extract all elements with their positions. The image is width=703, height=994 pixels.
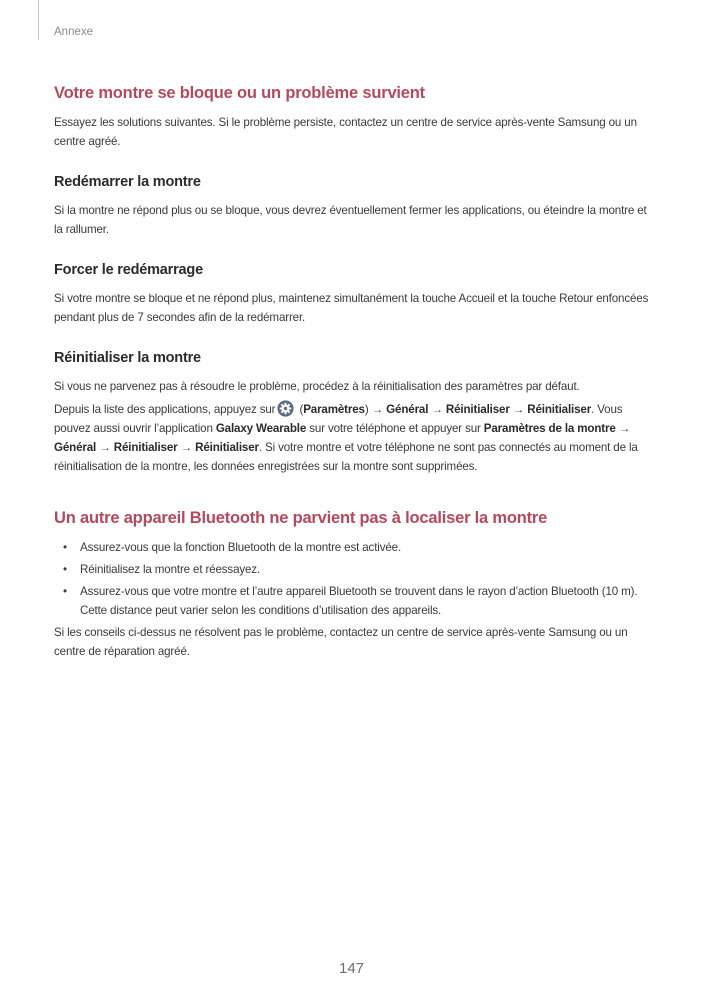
- reset-intro: Si vous ne parvenez pas à résoudre le problème, procédez à la réinitialisation des paramètres par défaut.: [54, 380, 580, 393]
- menu-path-reinitialiser-confirm-2: Réinitialiser: [195, 441, 259, 454]
- list-item: • Assurez-vous que votre montre et l’autre appareil Bluetooth se trouvent dans le rayon d’action Bluetooth (10 m). Cette distance peut varier selon les conditions d’utilisation des appareils.: [63, 585, 638, 617]
- menu-path-reinitialiser: Réinitialiser: [445, 403, 510, 416]
- gear-icon: [277, 400, 294, 417]
- margin-rule: [38, 0, 39, 40]
- subheading-reset: Réinitialiser la montre: [54, 350, 201, 366]
- force-restart-text: Si votre montre se bloque et ne répond plus, maintenez simultanément la touche Accueil et la touche Retour enfoncées pendant plus de 7 secondes afin de la redémarrer.: [54, 292, 649, 324]
- menu-path-general: Général: [386, 403, 429, 416]
- section-title-bluetooth: Un autre appareil Bluetooth ne parvient pas à localiser la montre: [54, 509, 548, 527]
- menu-path-parametres: Paramètres: [303, 403, 365, 416]
- menu-path-reinitialiser-2: Réinitialiser: [113, 441, 178, 454]
- app-name-galaxy-wearable: Galaxy Wearable: [215, 422, 307, 435]
- subheading-force-restart: Forcer le redémarrage: [54, 262, 203, 278]
- section-title-watch-freezes: Votre montre se bloque ou un problème survient: [54, 84, 425, 102]
- section-intro: Essayez les solutions suivantes. Si le problème persiste, contactez un centre de service après-vente Samsung ou un centre agréé.: [54, 116, 637, 148]
- reset-instructions: Depuis la liste des applications, appuyez sur (Paramètres) → Général → Réinitialiser → Réinitialiser. Vous pouvez aussi ouvrir l’application Galaxy Wearable sur votre téléphone et appuyer sur Paramètres de la montre → Général → Réinitialiser → Réinitialiser. Si votre montre et votre téléphone ne sont pas connectés au moment de la réinitialisation de la montre, les données enregistrées sur la montre sont supprimées.: [54, 400, 654, 476]
- bluetooth-tips-list: [54, 538, 654, 620]
- bluetooth-closing-text: Si les conseils ci-dessus ne résolvent pas le problème, contactez un centre de service après-vente Samsung ou un centre de réparation agréé.: [54, 626, 628, 658]
- restart-text: Si la montre ne répond plus ou se bloque, vous devrez éventuellement fermer les applications, ou éteindre la montre et la rallumer.: [54, 204, 647, 236]
- menu-path-reinitialiser-confirm: Réinitialiser: [527, 403, 592, 416]
- menu-path-general-2: Général: [54, 441, 97, 454]
- subheading-restart: Redémarrer la montre: [54, 174, 201, 190]
- page-number: 147: [338, 960, 365, 977]
- running-header: Annexe: [54, 26, 94, 38]
- list-item: • Réinitialisez la montre et réessayez.: [63, 563, 261, 576]
- page-content: [54, 82, 654, 661]
- list-item: • Assurez-vous que la fonction Bluetooth de la montre est activée.: [63, 541, 402, 554]
- menu-path-parametres-montre: Paramètres de la montre: [483, 422, 616, 435]
